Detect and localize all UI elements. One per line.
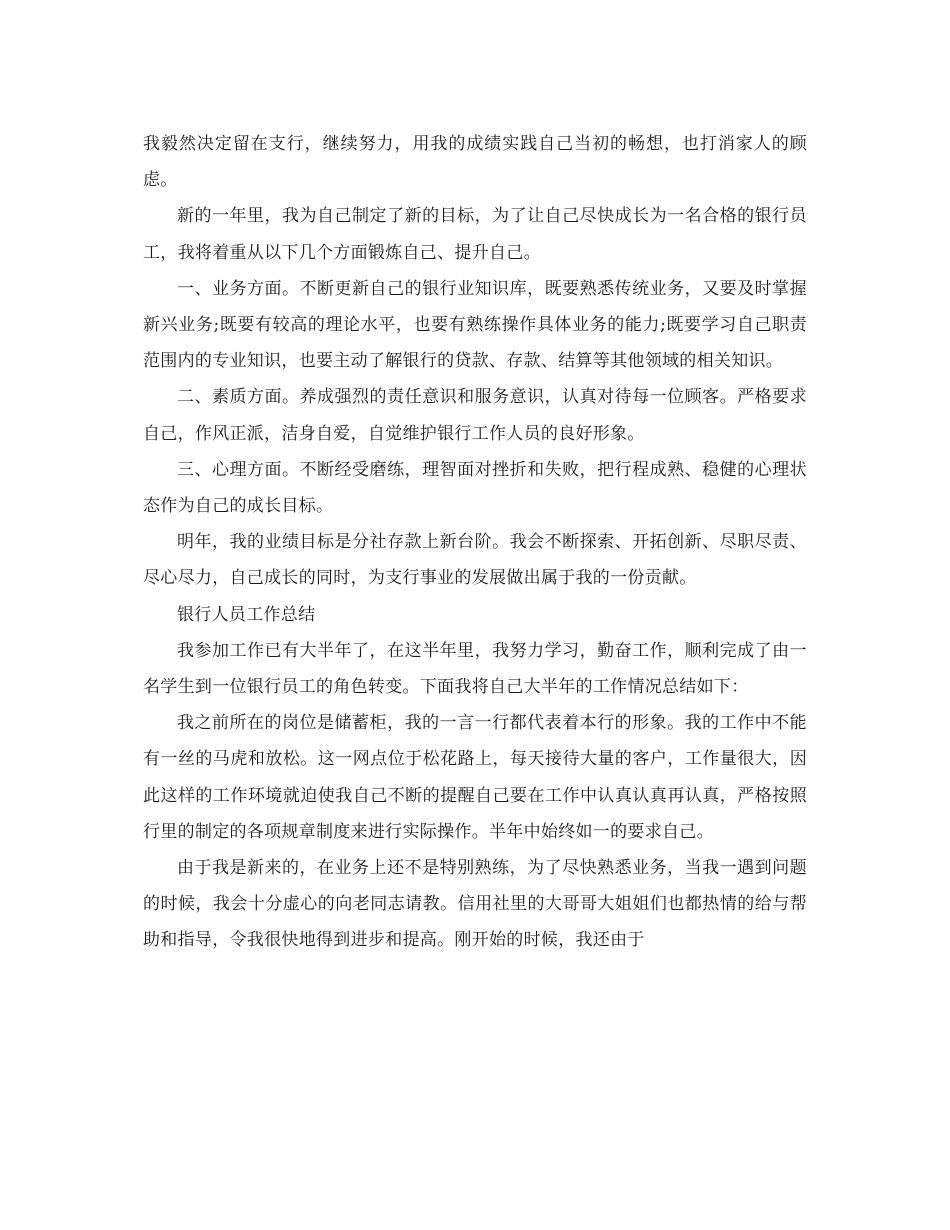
- paragraph-8: 我参加工作已有大半年了，在这半年里，我努力学习，勤奋工作，顺利完成了由一名学生到一位银行员工的角色转变。下面我将自己大半年的工作情况总结如下：: [143, 640, 807, 698]
- paragraph-4: 二、素质方面。养成强烈的责任意识和服务意识，认真对待每一位顾客。严格要求自己，作风正派，洁身自爱，自觉维护银行工作人员的良好形象。: [143, 387, 807, 444]
- paragraph-6: 明年，我的业绩目标是分社存款上新台阶。我会不断探索、开拓创新、尽职尽责、尽心尽力，自己成长的同时，为支行事业的发展做出属于我的一份贡献。: [143, 532, 807, 589]
- paragraph-1: 我毅然决定留在支行，继续努力，用我的成绩实践自己当初的畅想，也打消家人的顾虑。: [143, 134, 807, 191]
- paragraph-3: 一、业务方面。不断更新自己的银行业知识库，既要熟悉传统业务，又要及时掌握新兴业务;既要有较高的理论水平，也要有熟练操作具体业务的能力;既要学习自己职责范围内的专业知识，也要主动了解银行的贷款、存款、结算等其他领域的相关知识。: [143, 278, 807, 372]
- document-body: [143, 126, 807, 959]
- paragraph-10: 由于我是新来的，在业务上还不是特别熟练，为了尽快熟悉业务，当我一遇到问题的时候，我会十分虚心的向老同志请教。信用社里的大哥哥大姐姐们也都热情的给与帮助和指导，令我很快地得到进步和提高。刚开始的时候，我还由于: [143, 858, 807, 951]
- section-heading: 银行人员工作总结: [177, 604, 316, 625]
- paragraph-2: 新的一年里，我为自己制定了新的目标，为了让自己尽快成长为一名合格的银行员工，我将着重从以下几个方面锻炼自己、提升自己。: [143, 206, 807, 263]
- paragraph-5: 三、心理方面。不断经受磨练，理智面对挫折和失败，把行程成熟、稳健的心理状态作为自己的成长目标。: [143, 459, 807, 517]
- paragraph-9: 我之前所在的岗位是储蓄柜，我的一言一行都代表着本行的形象。我的工作中不能有一丝的马虎和放松。这一网点位于松花路上，每天接待大量的客户，工作量很大，因此这样的工作环境就迫使我自己不断的提醒自己要在工作中认真认真再认真，严格按照行里的制定的各项规章制度来进行实际操作。半年中始终如一的要求自己。: [143, 713, 807, 842]
